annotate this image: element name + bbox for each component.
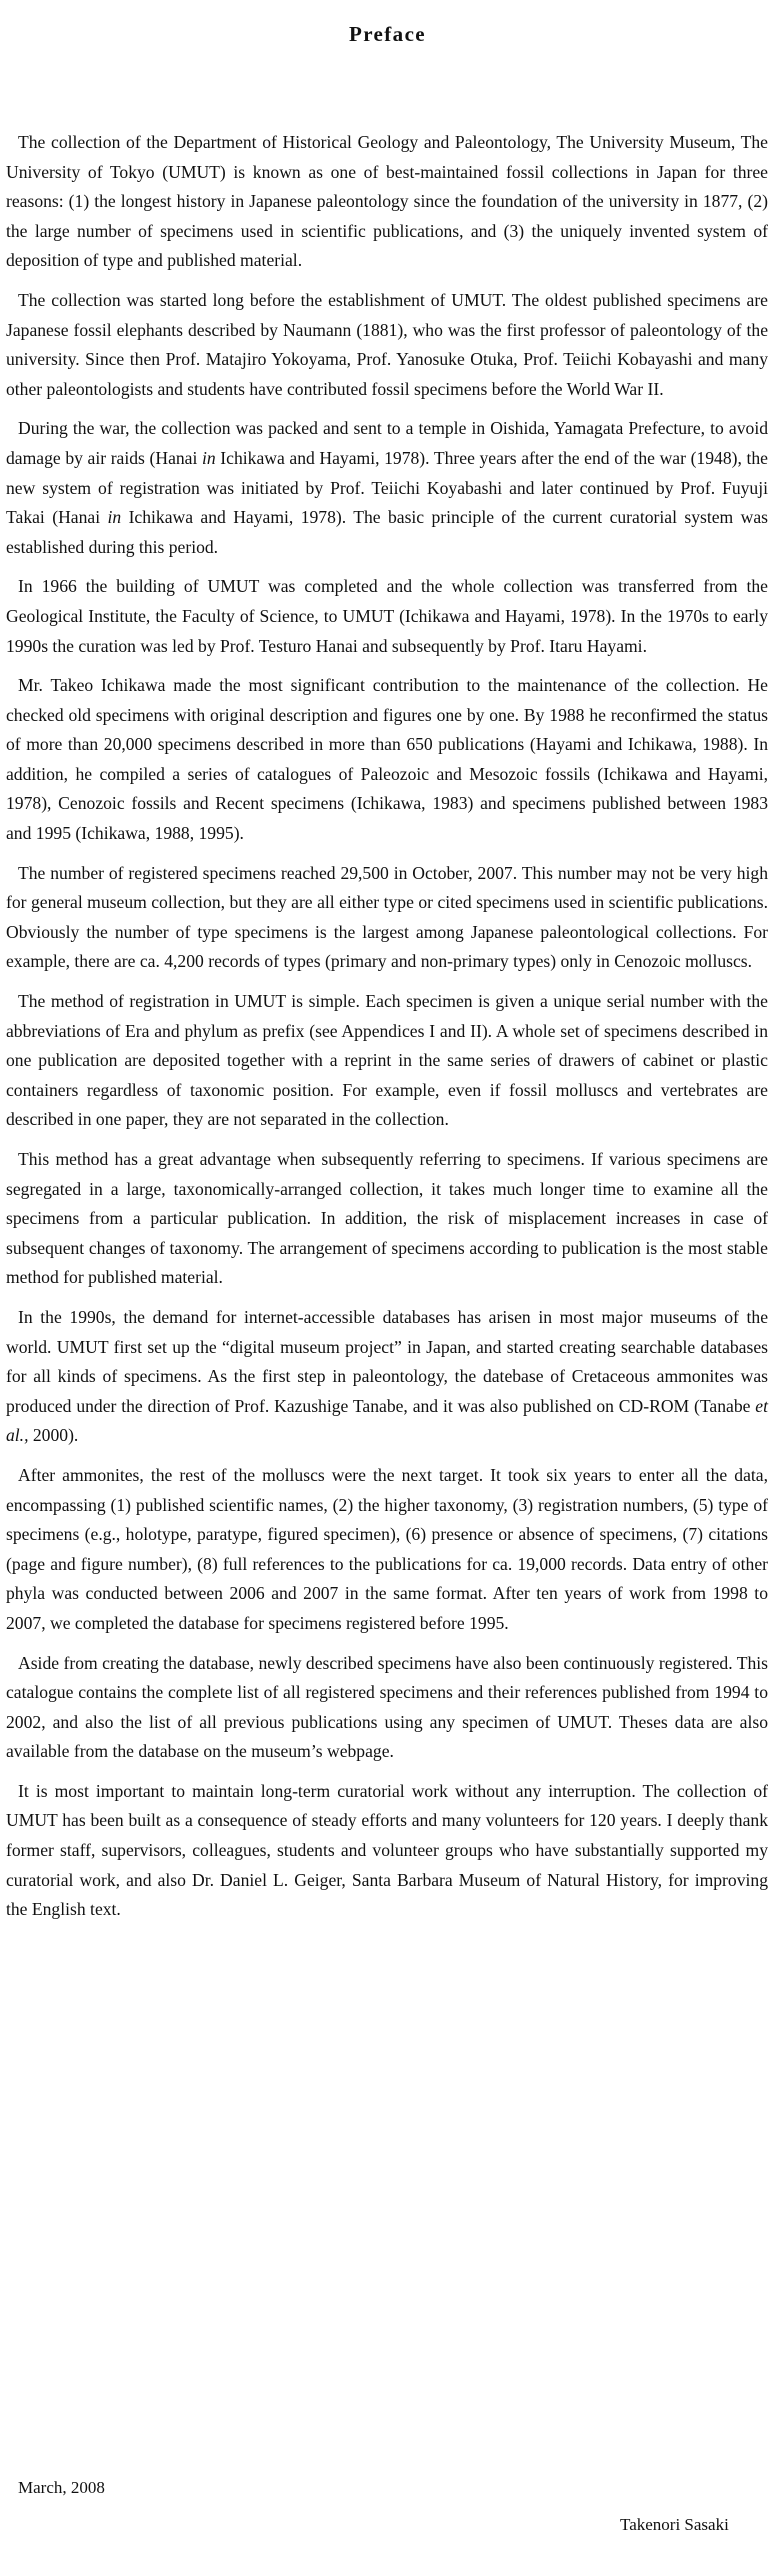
paragraph-text: Ichikawa and Hayami, 1978). Three years after the end of the war (1948), the new system of registration was initiated by Prof. Teiichi Koyabashi and later continued by Prof. Fuyuji Takai (Hanai — [6, 447, 768, 528]
paragraph-text: Mr. Takeo Ichikawa made the most significant contribution to the maintenance of the collection. He checked old specimens with original description and figures one by one. By 1988 he reconfirmed the status of more than 20,000 specimens described in more than 650 publications (Hayami and Ichikawa, 1988). In addition, he compiled a series of catalogues of Paleozoic and Mesozoic fossils (Ichikawa and Hayami, 1978), Cenozoic fossils and Recent specimens (Ichikawa, 1983) and specimens published between 1983 and 1995 (Ichikawa, 1988, 1995). — [6, 675, 768, 844]
paragraph-text: The method of registration in UMUT is simple. Each specimen is given a unique serial number with the abbreviations of Era and phylum as prefix (see Appendices I and II). A whole set of specimens described in one publication are deposited together with a reprint in the same series of drawers of cabinet or plastic containers regardless of taxonomic position. For example, even if fossil molluscs and vertebrates are described in one paper, they are not separated in the collection. — [6, 991, 768, 1130]
paragraph-text: During the war, the collection was packed and sent to a temple in Oishida, Yamagata Prefecture, to avoid damage by air raids (Hanai — [6, 418, 768, 468]
paragraph — [6, 1303, 768, 1451]
paragraph — [6, 286, 768, 404]
paragraph — [6, 1777, 768, 1925]
preface-body — [6, 128, 768, 1935]
paragraph-text: The collection was started long before the establishment of UMUT. The oldest published specimens are Japanese fossil elephants described by Naumann (1881), who was the first professor of paleontology of the university. Since then Prof. Matajiro Yokoyama, Prof. Yanosuke Otuka, Prof. Teiichi Kobayashi and many other paleontologists and students have contributed fossil specimens before the World War II. — [6, 289, 768, 399]
italic-text: et al., — [6, 1395, 768, 1446]
paragraph-text: This method has a great advantage when subsequently referring to specimens. If various specimens are segregated in a large, taxonomically-arranged collection, it takes much longer time to examine all the specimens from a particular publication. In addition, the risk of misplacement increases in case of subsequent changes of taxonomy. The arrangement of specimens according to publication is the most stable method for published material. — [6, 1149, 768, 1288]
paragraph-text: Aside from creating the database, newly described specimens have also been continuously registered. This catalogue contains the complete list of all registered specimens and their references published from 1994 to 2002, and also the list of all previous publications using any specimen of UMUT. Theses data are also available from the database on the museum’s webpage. — [6, 1652, 768, 1762]
paragraph — [6, 414, 768, 562]
paragraph-text: The number of registered specimens reached 29,500 in October, 2007. This number may not be very high for general museum collection, but they are all either type or cited specimens used in scientific publications. Obviously the number of type specimens is the largest among Japanese paleontological collections. For example, there are ca. 4,200 records of types (primary and non-primary types) only in Cenozoic molluscs. — [6, 862, 768, 972]
paragraph — [6, 1649, 768, 1767]
italic-text: in — [107, 507, 122, 528]
paragraph — [6, 572, 768, 661]
paragraph — [6, 671, 768, 849]
paragraph-text: In the 1990s, the demand for internet-accessible databases has arisen in most major museums of the world. UMUT first set up the “digital museum project” in Japan, and started creating searchable databases for all kinds of specimens. As the first step in paleontology, the datebase of Cretaceous ammonites was produced under the direction of Prof. Kazushige Tanabe, and it was also published on CD-ROM (Tanabe — [6, 1306, 768, 1416]
paragraph-text: In 1966 the building of UMUT was completed and the whole collection was transferred from the Geological Institute, the Faculty of Science, to UMUT (Ichikawa and Hayami, 1978). In the 1970s to early 1990s the curation was led by Prof. Testuro Hanai and subsequently by Prof. Itaru Hayami. — [6, 576, 768, 656]
paragraph — [6, 987, 768, 1135]
preface-date: March, 2008 — [18, 2478, 105, 2497]
paragraph-text: The collection of the Department of Historical Geology and Paleontology, The University Museum, The University of Tokyo (UMUT) is known as one of best-maintained fossil collections in Japan for three reasons: (1) the longest history in Japanese paleontology since the foundation of the university in 1877, (2) the large number of specimens used in scientific publications, and (3) the uniquely invented system of deposition of type and published material. — [6, 132, 768, 271]
paragraph-text: It is most important to maintain long-term curatorial work without any interruption. The collection of UMUT has been built as a consequence of steady efforts and many volunteers for 120 years. I deeply thank former staff, supervisors, colleagues, students and volunteer groups who have substantially supported my curatorial work, and also Dr. Daniel L. Geiger, Santa Barbara Museum of Natural History, for improving the English text. — [6, 1780, 768, 1920]
paragraph-text: Ichikawa and Hayami, 1978). The basic principle of the current curatorial system was established during this period. — [6, 507, 768, 557]
paragraph — [6, 128, 768, 276]
paragraph-text: After ammonites, the rest of the molluscs were the next target. It took six years to enter all the data, encompassing (1) published scientific names, (2) the higher taxonomy, (3) registration numbers, (5) type of specimens (e.g., holotype, paratype, figured specimen), (6) presence or absence of specimens, (7) citations (page and figure number), (8) full references to the publications for ca. 19,000 records. Data entry of other phyla was conducted between 2006 and 2007 in the same format. After ten years of work from 1998 to 2007, we completed the database for specimens registered before 1995. — [6, 1464, 768, 1633]
page-title: Preface — [348, 22, 427, 46]
italic-text: in — [202, 447, 216, 468]
author-name: Takenori Sasaki — [620, 2515, 729, 2534]
paragraph-text: 2000). — [28, 1425, 79, 1446]
paragraph — [6, 1145, 768, 1293]
paragraph — [6, 1461, 768, 1639]
paragraph — [6, 859, 768, 977]
